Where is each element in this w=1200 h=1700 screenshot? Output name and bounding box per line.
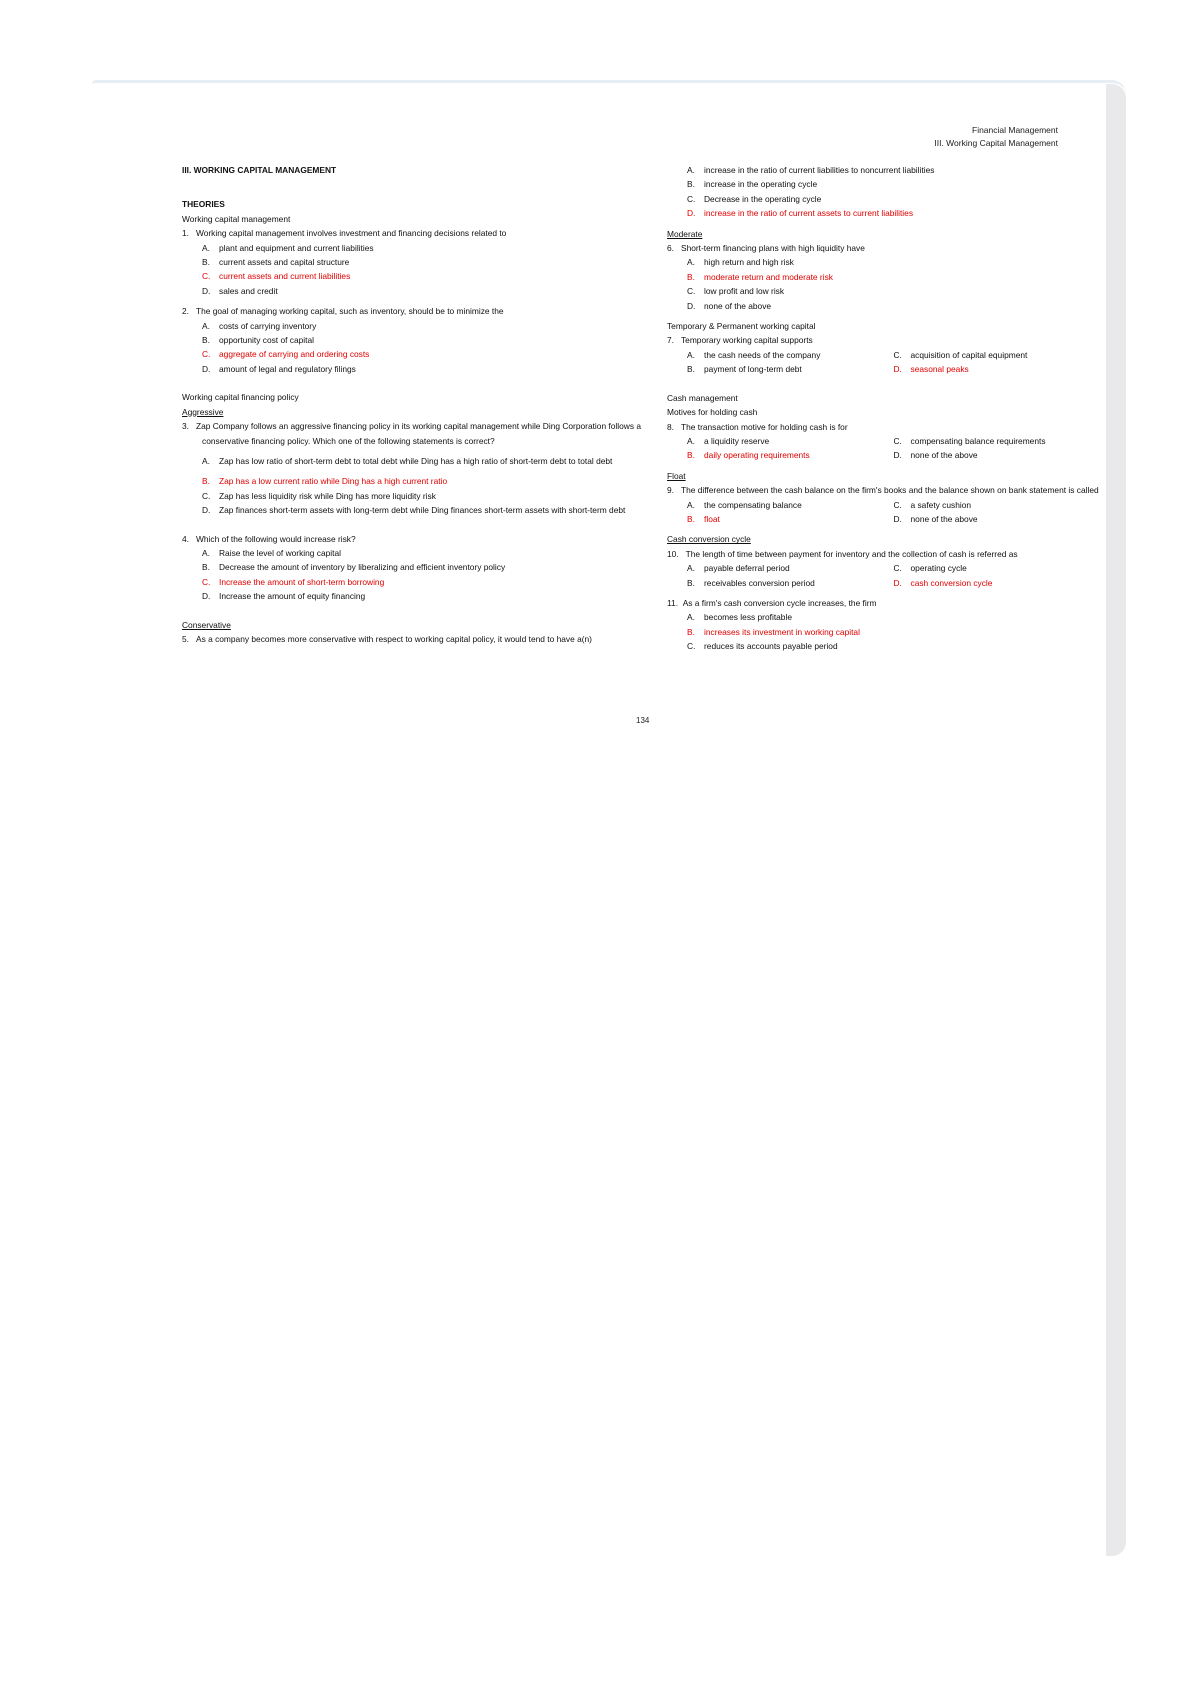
question-11: 11. As a firm's cash conversion cycle increases, the firm (667, 597, 877, 608)
correct-answer: D. seasonal peaks (893, 364, 969, 375)
answer-option: C. operating cycle (893, 563, 967, 574)
answer-option: C. Decrease in the operating cycle (687, 193, 822, 204)
answer-row (667, 512, 1100, 526)
question-6: 6. Short-term financing plans with high liquidity have (667, 243, 865, 254)
correct-answer: C. aggregate of carrying and ordering costs (202, 349, 370, 360)
question-1: 1. Working capital management involves investment and financing decisions related to (182, 228, 507, 239)
answer-row (667, 348, 1100, 362)
answer-option: A. Zap has low ratio of short-term debt to total debt while Ding has a high ratio of short-term debt to total debt (202, 455, 613, 466)
question-5: 5. As a company becomes more conservative with respect to working capital policy, it would tend to have a(n) (182, 633, 592, 644)
correct-answer: C. current assets and current liabilities (202, 271, 351, 282)
correct-answer: D. cash conversion cycle (893, 577, 993, 588)
answer-option: A. payable deferral period (687, 563, 790, 574)
correct-answer: B. increases its investment in working capital (687, 626, 860, 637)
correct-answer: B. Zap has a low current ratio while Ding has a high current ratio (202, 476, 448, 487)
answer-option: A. the compensating balance (687, 499, 802, 510)
right-column (667, 163, 1100, 654)
subtopic-float: Float (667, 470, 686, 481)
topic-temporary-permanent: Temporary & Permanent working capital (667, 321, 816, 332)
question-4: 4. Which of the following would increase risk? (182, 533, 356, 544)
question-8: 8. The transaction motive for holding cash is for (667, 421, 848, 432)
document-title: III. WORKING CAPITAL MANAGEMENT (182, 165, 337, 175)
subtopic-aggressive: Aggressive (182, 406, 224, 417)
topic-working-capital-management: Working capital management (182, 213, 291, 224)
correct-answer: B. daily operating requirements (687, 450, 810, 461)
topic-cash-management: Cash management (667, 392, 738, 403)
answer-option: B. Decrease the amount of inventory by liberalizing and efficient inventory policy (202, 562, 506, 573)
header-chapter: III. Working Capital Management (934, 138, 1058, 148)
answer-option: D. Increase the amount of equity financing (202, 591, 366, 602)
answer-option: C. compensating balance requirements (893, 435, 1046, 446)
answer-option: A. a liquidity reserve (687, 435, 770, 446)
answer-option: C. Zap has less liquidity risk while Ding has more liquidity risk (202, 490, 436, 501)
answer-option: A. increase in the ratio of current liabilities to noncurrent liabilities (687, 165, 935, 175)
subtopic-moderate: Moderate (667, 228, 703, 239)
question-7: 7. Temporary working capital supports (667, 335, 813, 346)
answer-option: D. none of the above (893, 450, 978, 461)
scrollbar-track[interactable] (1106, 84, 1126, 1556)
answer-row (667, 434, 1100, 448)
answer-option: C. a safety cushion (893, 499, 972, 510)
answer-row (667, 448, 1100, 462)
question-10: 10. The length of time between payment for inventory and the collection of cash is referred as (667, 548, 1018, 559)
answer-option: B. increase in the operating cycle (687, 179, 818, 190)
correct-answer: C. Increase the amount of short-term borrowing (202, 576, 385, 587)
subtopic-motives: Motives for holding cash (667, 407, 758, 418)
answer-option: B. payment of long-term debt (687, 364, 802, 375)
answer-option: D. Zap finances short-term assets with long-term debt while Ding finances short-term assets with short-term debt (202, 505, 626, 516)
header-course: Financial Management (972, 125, 1058, 135)
left-column (182, 163, 652, 646)
answer-row (667, 498, 1100, 512)
answer-option: D. sales and credit (202, 285, 278, 296)
question-9: 9. The difference between the cash balance on the firm's books and the balance shown on bank statement is called (667, 485, 1099, 496)
correct-answer: B. float (687, 513, 720, 524)
correct-answer: D. increase in the ratio of current assets to current liabilities (687, 208, 914, 219)
answer-option: D. none of the above (687, 300, 772, 311)
subtopic-conservative: Conservative (182, 619, 231, 630)
answer-option: B. opportunity cost of capital (202, 335, 314, 346)
question-2: 2. The goal of managing working capital, such as inventory, should be to minimize the (182, 306, 504, 317)
answer-row (667, 561, 1100, 575)
answer-option: A. Raise the level of working capital (202, 547, 341, 558)
subtopic-cash-conversion-cycle: Cash conversion cycle (667, 534, 751, 545)
answer-option: A. plant and equipment and current liabilities (202, 242, 374, 253)
answer-row (667, 576, 1100, 590)
section-theories: THEORIES (182, 199, 225, 210)
answer-option: A. the cash needs of the company (687, 349, 821, 360)
answer-row (667, 362, 1100, 376)
topic-financing-policy: Working capital financing policy (182, 392, 299, 403)
answer-option: D. none of the above (893, 513, 978, 524)
answer-option: B. current assets and capital structure (202, 257, 350, 268)
answer-option: C. acquisition of capital equipment (893, 349, 1028, 360)
answer-option: B. receivables conversion period (687, 577, 815, 588)
answer-option: A. high return and high risk (687, 257, 794, 268)
page-number: 134 (636, 716, 650, 725)
page-header (934, 124, 1058, 150)
answer-option: A. becomes less profitable (687, 612, 792, 623)
correct-answer: B. moderate return and moderate risk (687, 271, 833, 282)
question-3: 3. Zap Company follows an aggressive financing policy in its working capital management while Ding Corporation follows a conservative financing policy. Which one of the following statements is correct? (182, 421, 642, 446)
answer-option: C. reduces its accounts payable period (687, 641, 838, 652)
answer-option: D. amount of legal and regulatory filings (202, 363, 356, 374)
answer-option: A. costs of carrying inventory (202, 320, 317, 331)
answer-option: C. low profit and low risk (687, 286, 785, 297)
